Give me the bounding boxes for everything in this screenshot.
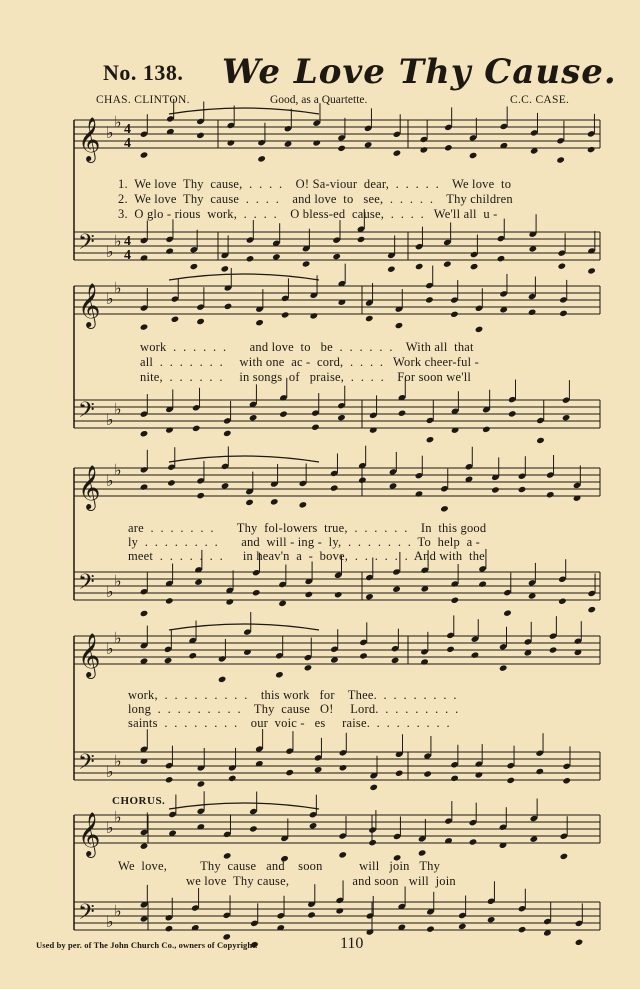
note-head xyxy=(245,499,254,506)
note-head xyxy=(140,151,149,158)
note-head xyxy=(506,777,515,784)
note-head xyxy=(451,597,460,604)
hymn-number: No. 138. xyxy=(103,60,184,85)
note-head xyxy=(478,580,487,587)
note-head xyxy=(395,322,404,329)
flat-sign: ♭ xyxy=(114,460,122,480)
note-head xyxy=(426,436,435,443)
note-head xyxy=(165,247,174,254)
note-head xyxy=(312,139,321,146)
note-head xyxy=(334,591,343,598)
treble-clef: 𝄞 xyxy=(78,283,101,327)
note-head xyxy=(358,477,367,484)
note-head xyxy=(140,323,149,330)
note-head xyxy=(535,768,544,775)
lyric-line: 2. We love Thy cause . . . . and love to see, . . . . . Thy children xyxy=(118,192,513,206)
note-head xyxy=(450,311,459,318)
note-head xyxy=(508,410,517,417)
composer-credit: C.C. CASE. xyxy=(510,94,570,106)
note-head xyxy=(587,606,596,613)
note-head xyxy=(224,303,233,310)
time-signature: 4 xyxy=(124,248,131,263)
note-head xyxy=(188,652,197,659)
note-head xyxy=(546,491,555,498)
note-head xyxy=(165,426,174,433)
slur xyxy=(169,274,319,280)
note-head xyxy=(314,766,323,773)
slur xyxy=(169,803,319,809)
lyric-line: long . . . . . . . . . Thy cause O! Lord. . . . . . . . . xyxy=(128,702,459,716)
flat-sign: ♭ xyxy=(106,639,114,658)
note-head xyxy=(503,609,512,616)
lyric-line: we love Thy cause, and soon will join xyxy=(186,874,456,888)
flat-sign: ♭ xyxy=(106,123,114,142)
note-head xyxy=(423,770,432,777)
note-head xyxy=(418,849,427,856)
lyric-line: work, . . . . . . . . . this work for Thee. . . . . . . . . xyxy=(128,688,457,702)
note-head xyxy=(275,671,284,678)
note-head xyxy=(518,926,527,933)
lyric-line: all . . . . . . . with one ac - cord, . . . . Work cheer-ful - xyxy=(140,355,479,369)
time-signature: 4 xyxy=(124,234,131,249)
note-head xyxy=(140,483,149,490)
note-head xyxy=(190,263,199,270)
note-head xyxy=(197,780,206,787)
note-head xyxy=(530,835,539,842)
note-head xyxy=(391,657,400,664)
note-head xyxy=(332,253,341,260)
note-head xyxy=(140,430,149,437)
flat-sign: ♭ xyxy=(106,582,114,601)
lyricist-credit: CHAS. CLINTON. xyxy=(96,94,190,106)
note-head xyxy=(420,658,429,665)
flat-sign: ♭ xyxy=(114,399,122,419)
note-head xyxy=(458,923,467,930)
note-head xyxy=(221,265,230,272)
note-head xyxy=(487,916,496,923)
note-head xyxy=(307,911,316,918)
note-head xyxy=(278,600,287,607)
note-head xyxy=(469,838,478,845)
note-head xyxy=(165,925,174,932)
note-head xyxy=(167,479,176,486)
note-head xyxy=(270,498,279,505)
lyric-line: are . . . . . . . Thy fol-lowers true, . . . . . . In this good xyxy=(128,521,487,535)
flat-sign: ♭ xyxy=(114,112,122,132)
flat-sign: ♭ xyxy=(106,289,114,308)
flat-sign: ♭ xyxy=(114,628,122,648)
note-head xyxy=(558,262,567,269)
slur xyxy=(169,624,319,630)
bass-clef: 𝄢 xyxy=(78,750,95,780)
note-head xyxy=(475,326,484,333)
note-head xyxy=(311,424,320,431)
note-head xyxy=(249,414,258,421)
slur xyxy=(169,108,319,114)
flat-sign: ♭ xyxy=(114,571,122,591)
lyric-line: 3. O glo - rious work, . . . . O bless-ed cause, . . . . We'll all u - xyxy=(118,207,498,221)
bass-clef: 𝄢 xyxy=(78,398,95,428)
flat-sign: ♭ xyxy=(114,751,122,771)
note-head xyxy=(365,593,374,600)
note-head xyxy=(444,144,453,151)
note-head xyxy=(497,255,506,262)
slur xyxy=(169,456,319,462)
note-head xyxy=(475,771,484,778)
note-head xyxy=(357,236,366,243)
chorus-label: CHORUS. xyxy=(112,795,166,807)
treble-clef: 𝄞 xyxy=(78,633,101,677)
note-head xyxy=(499,664,508,671)
note-head xyxy=(338,851,347,858)
note-head xyxy=(299,501,308,508)
note-head xyxy=(228,775,237,782)
note-head xyxy=(165,597,174,604)
note-head xyxy=(196,492,205,499)
note-head xyxy=(469,152,478,159)
note-head xyxy=(426,925,435,932)
note-head xyxy=(528,309,537,316)
note-head xyxy=(164,657,173,664)
note-head xyxy=(272,253,281,260)
note-head xyxy=(562,777,571,784)
treble-clef: 𝄞 xyxy=(78,465,101,509)
flat-sign: ♭ xyxy=(106,762,114,781)
page-number: 110 xyxy=(340,935,364,952)
note-head xyxy=(369,784,378,791)
bass-clef: 𝄢 xyxy=(78,230,95,260)
lyric-line: We love, Thy cause and soon will join Thy xyxy=(118,859,441,873)
note-head xyxy=(309,312,318,319)
note-head xyxy=(368,839,377,846)
lyric-line: nite, . . . . . . in songs of praise, . . . . For soon we'll xyxy=(140,370,472,384)
note-head xyxy=(392,586,401,593)
note-head xyxy=(562,414,571,421)
bass-clef: 𝄢 xyxy=(78,570,95,600)
note-head xyxy=(218,676,227,683)
note-head xyxy=(255,319,264,326)
flat-sign: ♭ xyxy=(114,231,122,251)
note-head xyxy=(279,410,288,417)
note-head xyxy=(194,578,203,585)
note-head xyxy=(558,598,567,605)
flat-sign: ♭ xyxy=(106,242,114,261)
note-head xyxy=(440,505,449,512)
time-signature: 4 xyxy=(124,136,131,151)
note-head xyxy=(365,315,374,322)
note-head xyxy=(165,776,174,783)
note-head xyxy=(337,414,346,421)
note-head xyxy=(171,316,180,323)
note-head xyxy=(471,651,480,658)
note-head xyxy=(281,311,290,318)
note-head xyxy=(225,598,234,605)
note-head xyxy=(549,646,558,653)
note-head xyxy=(140,610,149,617)
note-head xyxy=(425,296,434,303)
note-head xyxy=(366,928,375,935)
note-head xyxy=(398,410,407,417)
flat-sign: ♭ xyxy=(106,818,114,837)
hymn-title: We Love Thy Cause. xyxy=(222,52,617,92)
note-head xyxy=(518,486,527,493)
flat-sign: ♭ xyxy=(114,807,122,827)
note-head xyxy=(246,255,255,262)
note-head xyxy=(140,254,149,261)
note-head xyxy=(305,591,314,598)
bass-clef: 𝄢 xyxy=(78,900,95,930)
note-head xyxy=(587,267,596,274)
note-head xyxy=(420,146,429,153)
note-head xyxy=(415,263,424,270)
note-head xyxy=(364,141,373,148)
note-head xyxy=(140,842,149,849)
note-head xyxy=(221,482,230,489)
note-head xyxy=(252,589,261,596)
lyric-line: meet . . . . . . . in heav'n a - bove, . . . . . . And with the xyxy=(128,549,485,563)
note-head xyxy=(339,764,348,771)
flat-sign: ♭ xyxy=(106,912,114,931)
note-head xyxy=(337,145,346,152)
note-head xyxy=(482,426,491,433)
note-head xyxy=(330,484,339,491)
time-signature: 4 xyxy=(124,122,131,137)
note-head xyxy=(470,263,479,270)
note-head xyxy=(335,907,344,914)
treble-clef: 𝄞 xyxy=(78,117,101,161)
note-head xyxy=(196,318,205,325)
note-head xyxy=(257,155,266,162)
note-head xyxy=(359,652,368,659)
copyright-note: Used by per. of The John Church Co., owners of Copyright. xyxy=(36,940,258,950)
flat-sign: ♭ xyxy=(114,901,122,921)
note-head xyxy=(587,146,596,153)
note-head xyxy=(491,486,500,493)
note-head xyxy=(309,822,318,829)
flat-sign: ♭ xyxy=(106,410,114,429)
note-head xyxy=(393,149,402,156)
note-head xyxy=(536,437,545,444)
lyric-line: saints . . . . . . . . our voic - es raise. . . . . . . . . xyxy=(128,716,450,730)
note-head xyxy=(223,430,232,437)
note-head xyxy=(395,770,404,777)
flat-sign: ♭ xyxy=(114,278,122,298)
note-head xyxy=(387,266,396,273)
performance-direction: Good, as a Quartette. xyxy=(270,94,368,106)
note-head xyxy=(575,939,584,946)
note-head xyxy=(446,646,455,653)
note-head xyxy=(192,425,201,432)
note-head xyxy=(285,769,294,776)
treble-clef: 𝄞 xyxy=(78,812,101,856)
note-head xyxy=(304,664,313,671)
note-head xyxy=(443,260,452,267)
note-head xyxy=(559,310,568,317)
note-head xyxy=(196,132,205,139)
note-head xyxy=(249,825,258,832)
note-head xyxy=(227,139,236,146)
flat-sign: ♭ xyxy=(106,471,114,490)
note-head xyxy=(450,775,459,782)
note-head xyxy=(302,260,311,267)
note-head xyxy=(556,156,565,163)
lyric-line: ly . . . . . . . . and will - ing - ly, . . . . . . . To help a - xyxy=(128,535,481,549)
note-head xyxy=(560,853,569,860)
lyric-line: 1. We love Thy cause, . . . . O! Sa-viour dear, . . . . . We love to xyxy=(118,177,512,191)
lyric-line: work . . . . . . and love to be . . . . . . With all that xyxy=(140,340,474,354)
note-head xyxy=(415,490,424,497)
